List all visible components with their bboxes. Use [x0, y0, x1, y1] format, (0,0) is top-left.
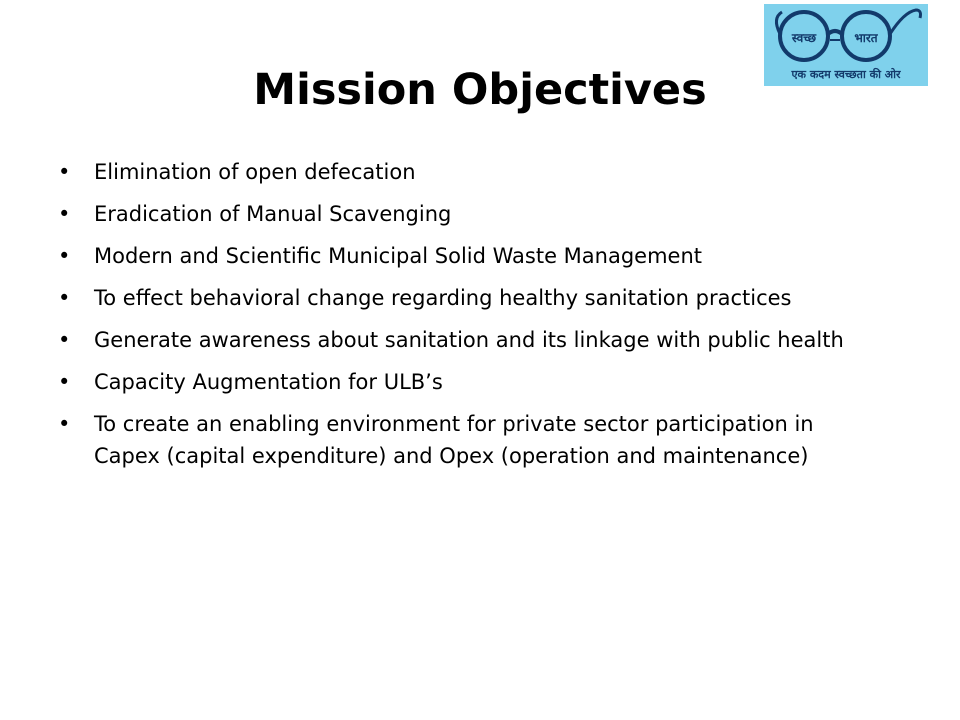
list-item-text: Modern and Scientific Municipal Solid Waste Management [94, 244, 703, 268]
list-item-text: To effect behavioral change regarding healthy sanitation practices [94, 286, 792, 310]
bullet-icon: • [58, 202, 71, 226]
logo-left-word: स्वच्छ [791, 31, 817, 45]
bullet-icon: • [58, 328, 71, 352]
list-item-text: Eradication of Manual Scavenging [94, 202, 452, 226]
objectives-list [58, 156, 878, 482]
list-item-text: Elimination of open defecation [94, 160, 416, 184]
slide-title: Mission Objectives [253, 65, 707, 115]
list-item-text: To create an enabling environment for private sector participation in Capex (capital expenditure) and Opex (operation and maintenance) [94, 412, 814, 468]
bullet-icon: • [58, 160, 71, 184]
logo-tagline: एक कदम स्वच्छता की ओर [791, 68, 901, 81]
list-item [58, 408, 878, 472]
bullet-icon: • [58, 370, 71, 394]
list-item [58, 324, 878, 356]
bullet-icon: • [58, 412, 71, 436]
list-item [58, 240, 878, 272]
list-item [58, 156, 878, 188]
bullet-icon: • [58, 244, 71, 268]
list-item [58, 366, 878, 398]
logo-right-word: भारत [854, 31, 878, 45]
bullet-icon: • [58, 286, 71, 310]
list-item-text: Capacity Augmentation for ULB’s [94, 370, 443, 394]
list-item [58, 282, 878, 314]
list-item [58, 198, 878, 230]
list-item-text: Generate awareness about sanitation and its linkage with public health [94, 328, 844, 352]
